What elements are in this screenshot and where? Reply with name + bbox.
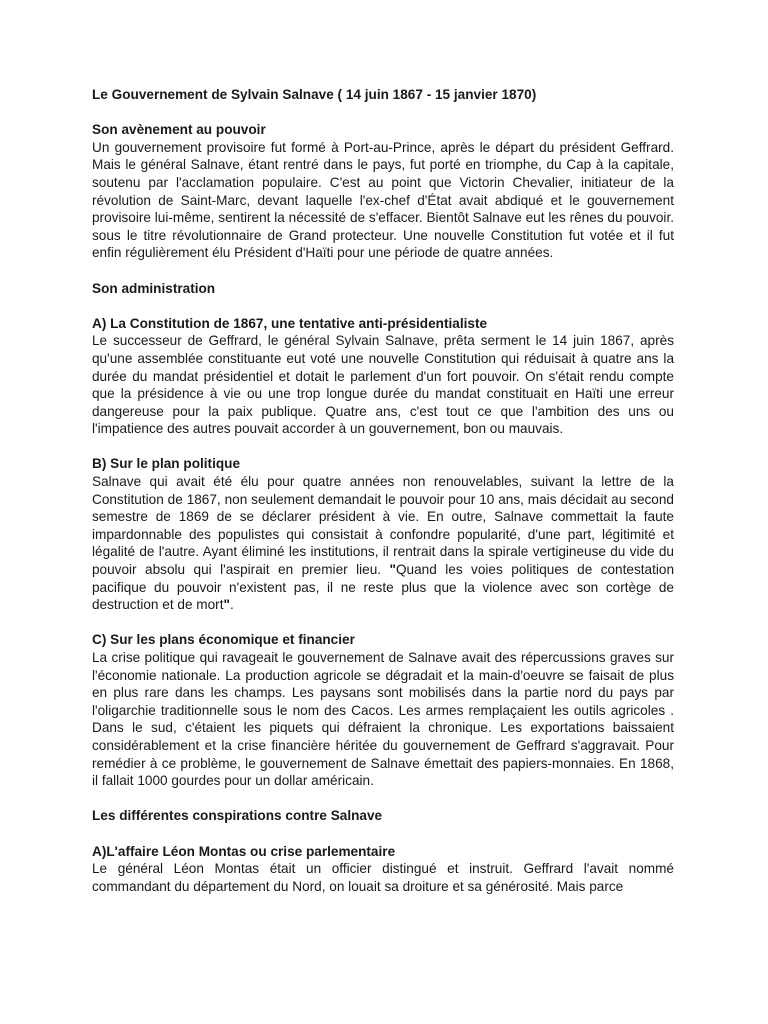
document-page — [92, 86, 674, 895]
section-heading-economique: C) Sur les plans économique et financier — [92, 632, 355, 648]
section-body-politique — [92, 473, 674, 614]
section-body-economique: La crise politique qui ravageait le gouvernement de Salnave avait des répercussions graves sur l'économie nationale. La production agricole se dégradait et la main-d'oeuvre se faisait de plus en plus rare dans les champs. Les paysans sont mobilisés dans la partie nord du pays par l'oligarchie traditionnelle sous le nom des Cacos. Les armes remplaçaient les outils agricoles . Dans le sud, c'étaient les piquets qui défraient la chronique. Les exportations baissaient considérablement et la crise financière héritée du gouvernement de Geffrard s'aggravait. Pour remédier à ce problème, le gouvernement de Salnave émettait des papiers-monnaies. En 1868, il fallait 1000 gourdes pour un dollar américain. — [92, 650, 674, 789]
section-heading-avenement: Son avènement au pouvoir — [92, 122, 266, 138]
quote-end-period: . — [229, 597, 234, 613]
section-heading-constitution: A) La Constitution de 1867, une tentative anti-présidentialiste — [92, 315, 488, 331]
document-title: Le Gouvernement de Sylvain Salnave ( 14 juin 1867 - 15 janvier 1870) — [92, 87, 537, 102]
politique-quote: Quand les voies politiques de contestation pacifique du pouvoir n'existent pas, il ne reste plus que la violence avec son cortège de destruction et de mort — [92, 562, 675, 613]
quote-close-mark: " — [223, 597, 230, 613]
quote-open-mark: " — [389, 562, 396, 578]
politique-text: Salnave qui avait été élu pour quatre années non renouvelables, suivant la lettre de la Constitution de 1867, non seulement demandait le pouvoir pour 10 ans, mais décidait au second semestre de 1869 de se déclarer président à vie. En outre, Salnave commettait la faute impardonnable des populistes qui consistait à confondre popularité, d'une part, légitimité et légalité de l'autre. Ayant éliminé les institutions, il rentrait dans la spirale vertigineuse du vide du pouvoir absolu qui l'aspirait en premier lieu. — [92, 474, 674, 578]
section-body-constitution: Le successeur de Geffrard, le général Sylvain Salnave, prêta serment le 14 juin 1867, après qu'une assemblée constituante eut voté une nouvelle Constitution qui réduisait à quatre ans la durée du mandat présidentiel et dotait le parlement d'un fort pouvoir. On s'était rendu compte que la présidence à vie ou une trop longue durée du mandat constituait en Haïti une erreur dangereuse pour la paix publique. Quatre ans, c'est tout ce que l'ambition des uns ou l'impatience des autres pouvait accorder à un gouvernement, bon ou mauvais. — [92, 333, 674, 437]
section-heading-montas: A)L'affaire Léon Montas ou crise parlementaire — [92, 843, 396, 859]
section-body-avenement: Un gouvernement provisoire fut formé à Port-au-Prince, après le départ du président Geffrard. Mais le général Salnave, étant rentré dans le pays, fut porté en triomphe, du Cap à la capitale, soutenu par l'acclamation populaire. C'est au point que Victorin Chevalier, initiateur de la révolution de Saint-Marc, devant laquelle l'ex-chef d'État avait abdiqué et le gouvernement provisoire lui-même, sentirent la nécessité de s'effacer. Bientôt Salnave eut les rênes du pouvoir. sous le titre révolutionnaire de Grand protecteur. Une nouvelle Constitution fut votée et il fut enfin régulièrement élu Président d'Haïti pour une période de quatre années. — [92, 139, 674, 261]
section-body-montas: Le général Léon Montas était un officier distingué et instruit. Geffrard l'avait nommé commandant du département du Nord, on louait sa droiture et sa générosité. Mais parce — [92, 861, 674, 894]
section-heading-conspirations: Les différentes conspirations contre Salnave — [92, 808, 383, 824]
section-heading-politique: B) Sur le plan politique — [92, 456, 241, 472]
section-heading-administration: Son administration — [92, 280, 216, 296]
